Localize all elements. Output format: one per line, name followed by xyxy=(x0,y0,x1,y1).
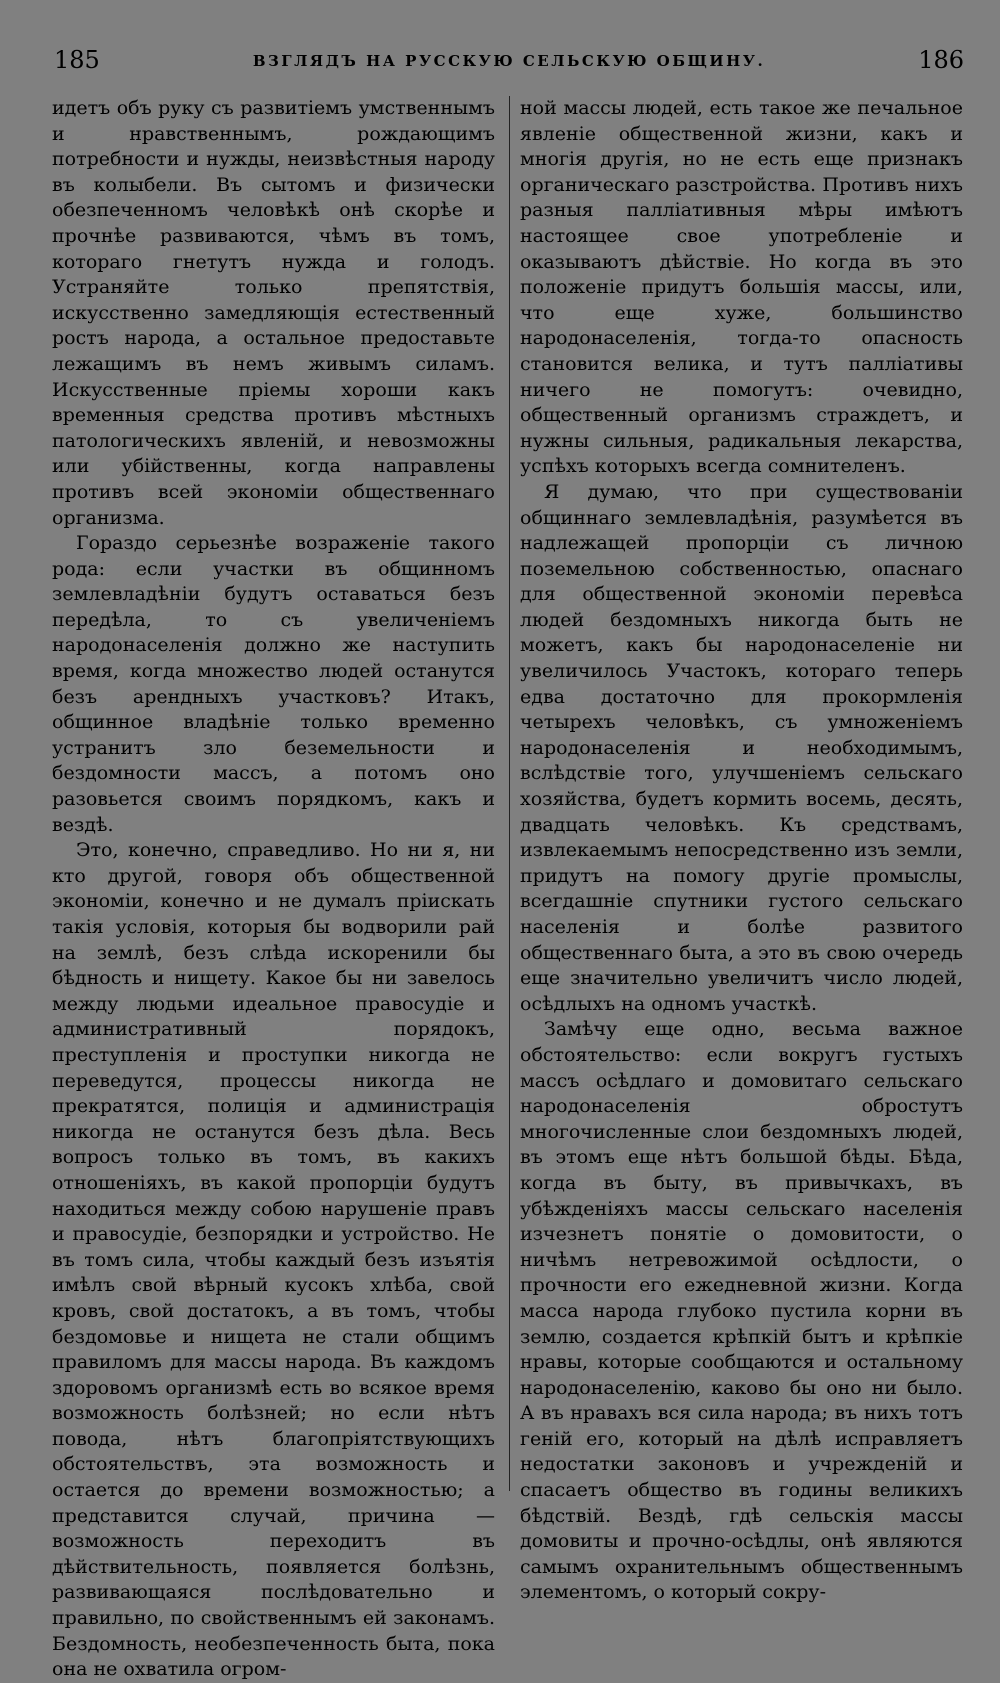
running-title: ВЗГЛЯДЪ НА РУССКУЮ СЕЛЬСКУЮ ОБЩИНУ. xyxy=(252,52,766,70)
paragraph: ной массы людей, есть такое же печальное явленіе общественной жизни, какъ и многія другія, но не есть еще признакъ органическаго разстройства. Противъ нихъ разныя палліативныя мѣры имѣютъ настоящее свое употребленіе и оказываютъ дѣйствіе. Но когда въ это положеніе придутъ большія массы, или, что еще хуже, большинство народонаселенія, тогда-то опасность становится велика, и тутъ палліативы ничего не помогутъ: очевидно, общественный организмъ страждетъ, и нужны сильныя, радикальныя лекарства, успѣхъ которыхъ всегда сомнителенъ. xyxy=(520,97,963,478)
paragraph: Гораздо серьезнѣе возраженіе такого рода: если участки въ общинномъ землевладѣніи будутъ оставаться безъ передѣла, то съ увеличеніемъ народонаселенія должно же наступить время, когда множество людей останутся безъ арендныхъ участковъ? Итакъ, общинное владѣніе только временно устранитъ зло беземельности и бездомности массъ, а потомъ оно разовьется своимъ порядкомъ, какъ и вездѣ. xyxy=(52,532,495,836)
paragraph: Я думаю, что при существованіи общиннаго землевладѣнія, разумѣется въ надлежащей пропорціи съ личною поземельною собственностью, опаснаго для общественной экономіи перевѣса людей бездомныхъ никогда быть не можетъ, какъ бы народонаселеніе ни увеличилось Участокъ, котораго теперь едва достаточно для прокормленія четырехъ человѣкъ, съ умноженіемъ народонаселенія и необходимымъ, вслѣдствіе того, улучшеніемъ сельскаго хозяйства, будетъ кормить восемь, десять, двадцать человѣкъ. Къ средствамъ, извлекаемымъ непосредственно изъ земли, придутъ на помогу другіе промыслы, всегдашніе спутники густого сельскаго населенія и болѣе развитого общественнаго быта, а это въ свою очередь еще значительно увеличитъ число людей, осѣдлыхъ на одномъ участкѣ. xyxy=(520,480,963,1015)
left-column xyxy=(52,96,495,1681)
page-header xyxy=(54,40,964,80)
paragraph: Это, конечно, справедливо. Но ни я, ни кто другой, говоря объ общественной экономіи, конечно и не думалъ пріискать такія условія, которыя бы водворили рай на землѣ, безъ слѣда искоренили бы бѣдность и нищету. Какое бы ни завелось между людьми идеальное правосудіе и административный порядокъ, преступленія и проступки никогда не переведутся, процессы никогда не прекратятся, полиція и администрація никогда не останутся безъ дѣла. Весь вопросъ только въ томъ, въ какихъ отношеніяхъ, въ какой пропорціи будутъ находиться между собою нарушеніе правъ и правосудіе, безпорядки и устройство. Не въ томъ сила, чтобы каждый безъ изъятія имѣлъ свой вѣрный кусокъ хлѣба, свой кровъ, свой достатокъ, а въ томъ, чтобы бездомовье и нищета не стали общимъ правиломъ для массы народа. Въ каждомъ здоровомъ организмѣ есть во всякое время возможность болѣзней; но если нѣтъ повода, нѣтъ благопріятствующихъ обстоятельствъ, эта возможность и остается до времени возможностью; а представится случай, причина —возможность переходитъ въ дѣйствительность, появляется болѣзнь, развивающаяся послѣдовательно и правильно, по свойственнымъ ей законамъ. Бездомность, необезпеченность быта, пока она не охватила огром- xyxy=(52,839,495,1681)
right-column xyxy=(520,96,963,1604)
paragraph: Замѣчу еще одно, весьма важное обстоятельство: если вокругъ густыхъ массъ осѣдлаго и домовитаго сельскаго народонаселенія обростутъ многочисленные слои бездомныхъ людей, въ этомъ еще нѣтъ большой бѣды. Бѣда, когда въ быту, въ привычкахъ, въ убѣжденіяхъ массы сельскаго населенія изчезнетъ понятіе о домовитости, о ничѣмъ нетревожимой осѣдлости, о прочности его ежедневной жизни. Когда масса народа глубоко пустила корни въ землю, создается крѣпкій бытъ и крѣпкіе нравы, которые сообщаются и остальному народонаселенію, каково бы оно ни было. А въ нравахъ вся сила народа; въ нихъ тотъ геній его, который на дѣлѣ исправляетъ недостатки законовъ и учрежденій и спасаетъ общество въ годины великихъ бѣдствій. Вездѣ, гдѣ сельскія массы домовиты и прочно-осѣдлы, онѣ являются самымъ охранительнымъ общественнымъ элементомъ, о который сокру- xyxy=(520,1018,963,1604)
paragraph: идетъ объ руку съ развитіемъ умственнымъ и нравственнымъ, рождающимъ потребности и нужды, неизвѣстныя народу въ колыбели. Въ сытомъ и физически обезпеченномъ человѣкѣ онѣ скорѣе и прочнѣе развиваются, чѣмъ въ томъ, котораго гнетутъ нужда и голодъ. Устраняйте только препятствія, искусственно замедляющія естественный ростъ народа, а остальное предоставьте лежащимъ въ немъ живымъ силамъ. Искусственные пріемы хороши какъ временныя средства противъ мѣстныхъ патологическихъ явленій, и невозможны или убійственны, когда направлены противъ всей экономіи общественнаго организма. xyxy=(52,97,495,529)
page-number-right: 186 xyxy=(918,46,964,74)
page-number-left: 185 xyxy=(54,46,100,74)
column-divider xyxy=(509,96,510,1491)
